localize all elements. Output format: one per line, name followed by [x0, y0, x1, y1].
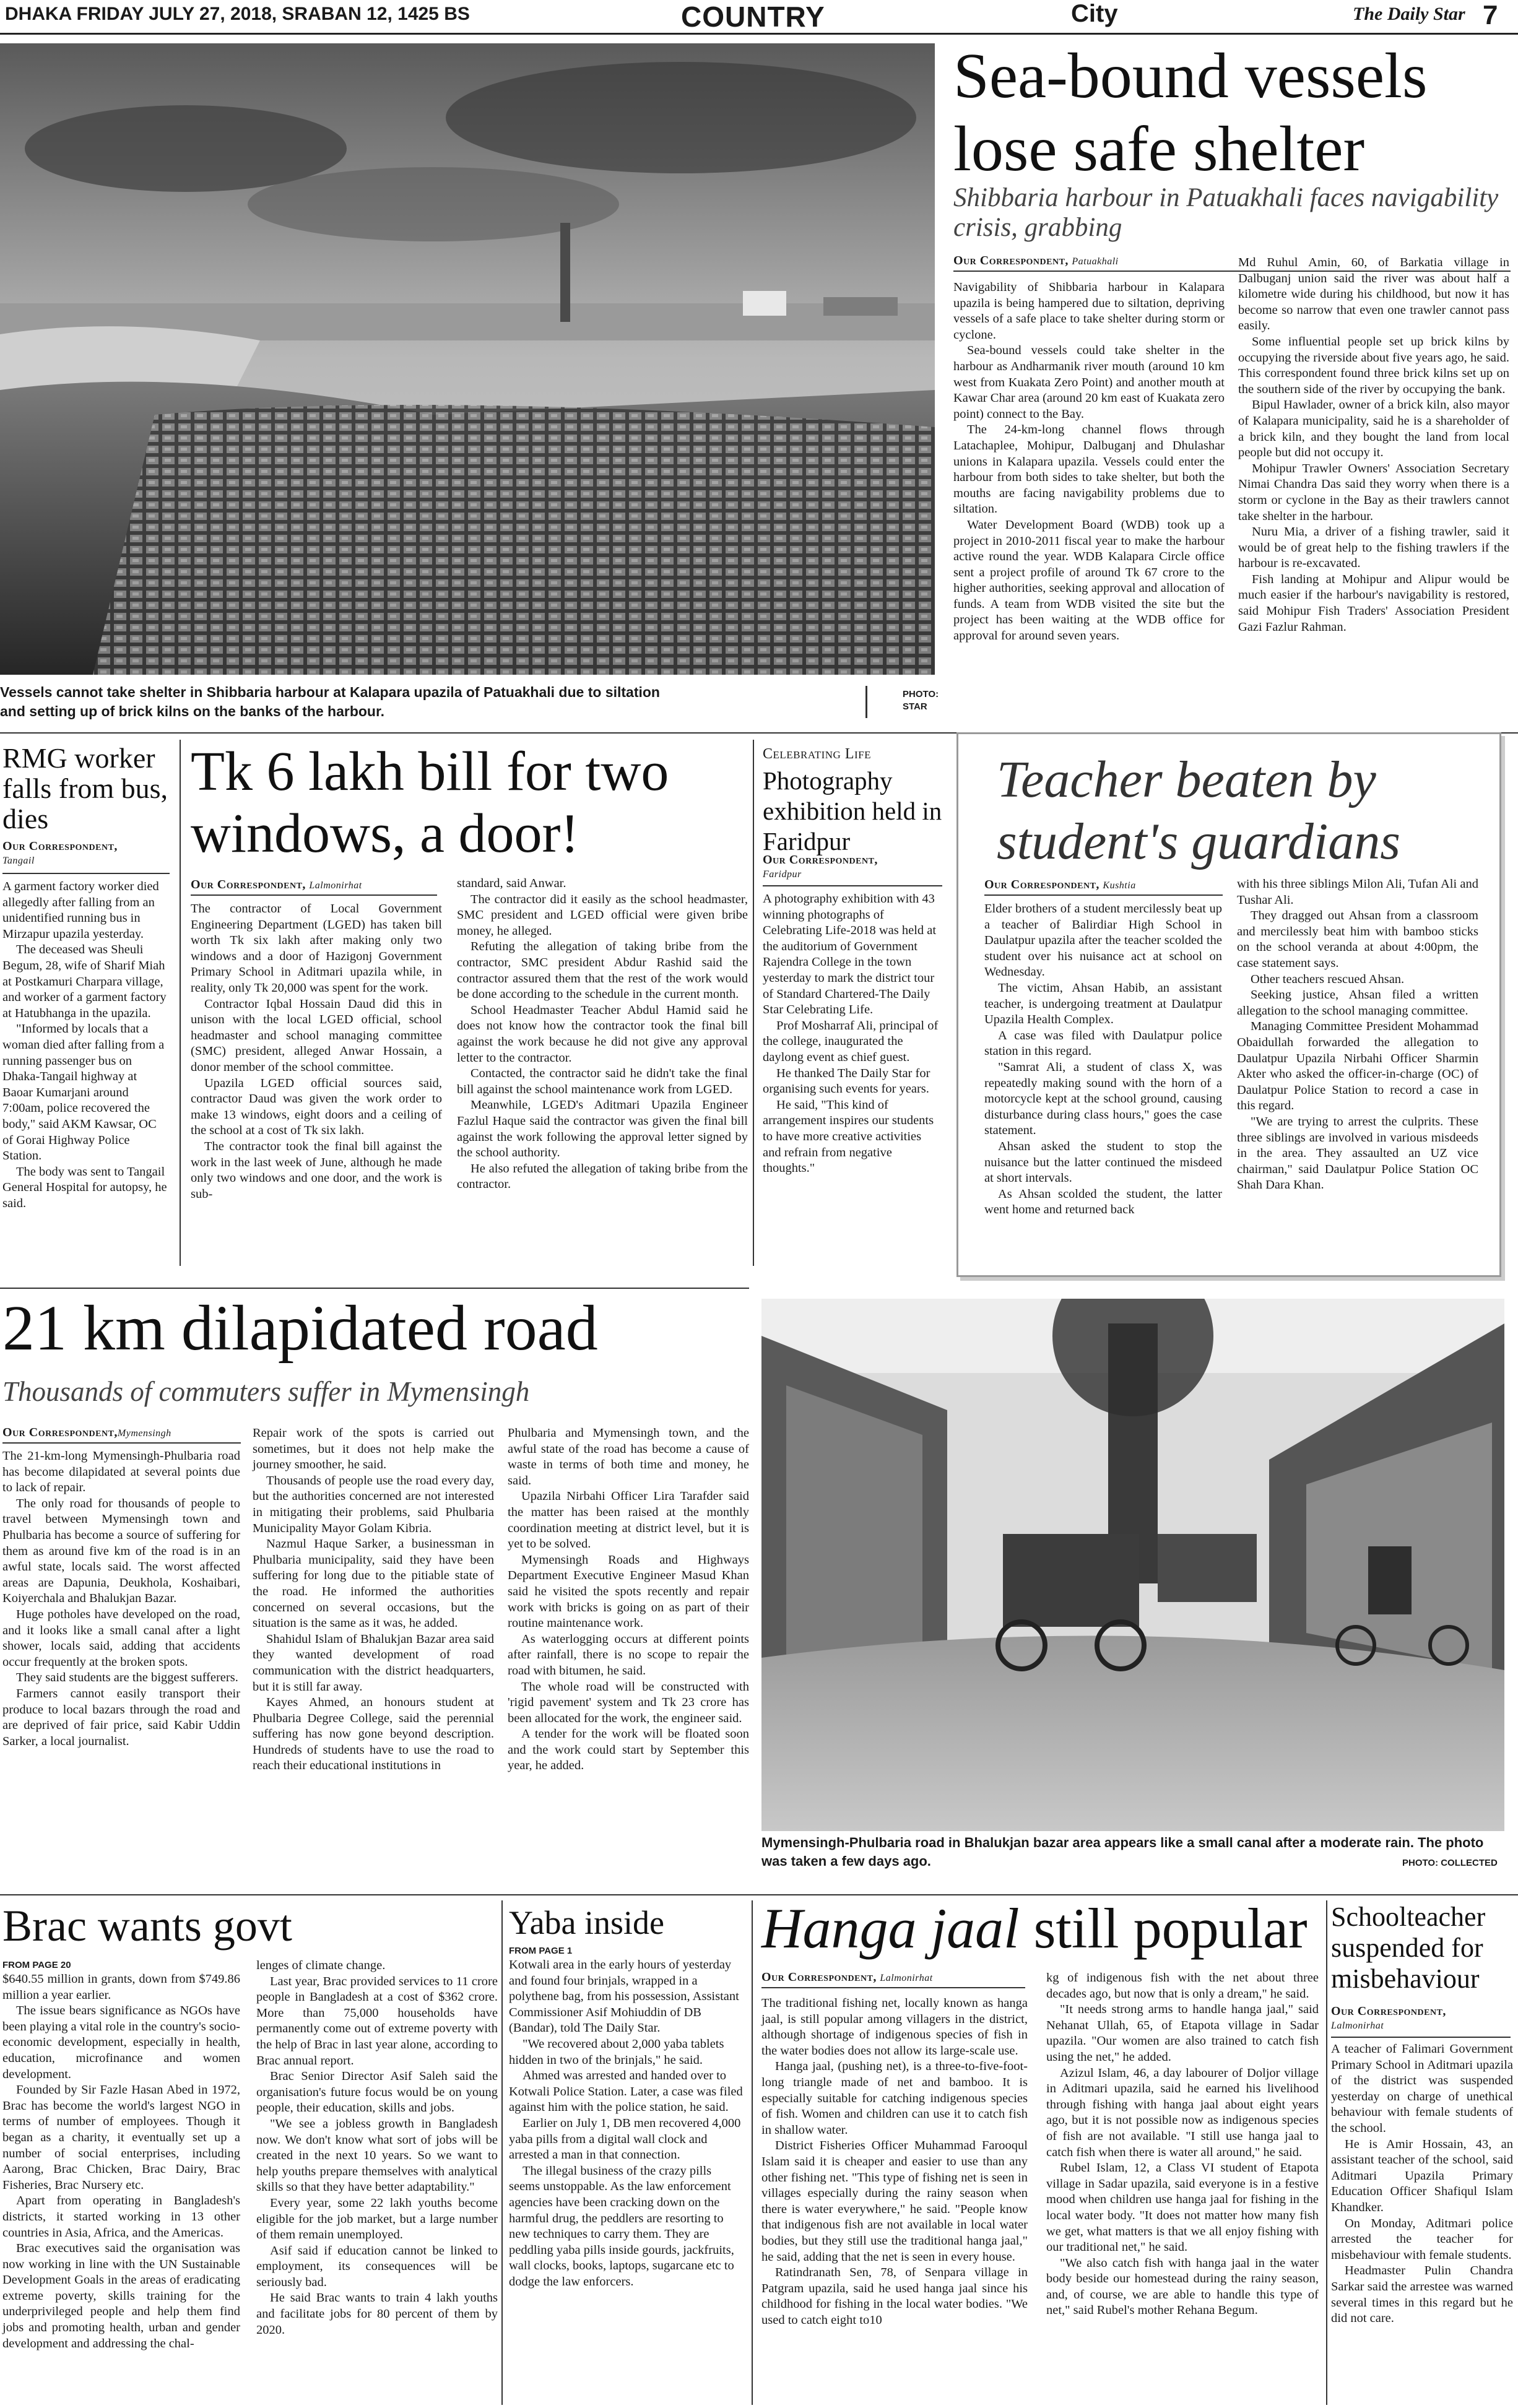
paragraph: "We recovered about 2,000 yaba tablets hidden in two of the brinjals," he said. [509, 2037, 724, 2067]
paragraph: As waterlogging occurs at different points after rainfall, there is no scope to repair the road with bitumen, he said. [508, 1632, 749, 1678]
paragraph: Ratindranath Sen, 78, of Senpara village in Patgram upazila, said he used hanga jaal since his childhood for fishing in the local water bodies. "We used to catch eight to10 [761, 2266, 1028, 2327]
byline-text: Our Correspondent, [953, 254, 1069, 267]
byline-text: Our Correspondent, [191, 878, 306, 891]
yaba-from-page: FROM PAGE 1 [509, 1946, 573, 1956]
paragraph: A case was filed with Daulatpur police station in this regard. [984, 1028, 1222, 1059]
paragraph: Seeking justice, Ahsan filed a written allegation to the school managing committee. [1237, 988, 1478, 1018]
paragraph: Upazila LGED official sources said, contractor Daud was given the work order to make 13 windows, eight doors and a ceiling of the school at a cost of Tk six lakh. [191, 1076, 442, 1138]
paragraph: Thousands of people use the road every day, but the authorities concerned are not interested in mitigating their problems, said Phulbaria Municipality Mayor Golam Kibria. [253, 1473, 494, 1535]
paragraph: School Headmaster Teacher Abdul Hamid said he does not know how the contractor took the final bill against the work because he did not give any approval letter to the contractor. [457, 1003, 748, 1065]
newspaper-logo: The Daily Star [1353, 4, 1465, 24]
paragraph: He thanked The Daily Star for organising such events for years. [763, 1066, 930, 1096]
brac-column-2 [256, 1958, 498, 2338]
paragraph: Azizul Islam, 46, a day labourer of Doljor village in Aditmari upazila, said he earned his livelihood through fishing with hanga jaal about eight years ago, but it is not possible now as indigenous species of fish are not available. "I still use hanga jaal to catch fish when there is water all around," he said. [1046, 2066, 1319, 2159]
section-divider [0, 1288, 749, 1289]
school-byline [1331, 2004, 1511, 2033]
photoexh-body [763, 891, 940, 1177]
paragraph: Ahmed was arrested and handed over to Kotwali Police Station. Later, a case was filed against him with the police station, he said. [509, 2069, 743, 2115]
paragraph: The whole road will be constructed with 'rigid pavement' system and Tk 23 crore has been allocated for the work, the engineer said. [508, 1679, 749, 1725]
paragraph: The contractor of Local Government Engineering Department (LGED) has taken bill worth Tk six lakh after making only two windows and a door of Hazigonj Government Primary School in Aditmari upazila while, in reality, only Tk 20,000 was spent for the work. [191, 902, 442, 995]
paragraph: standard, said Anwar. [457, 877, 566, 890]
paragraph: Fish landing at Mohipur and Alipur would be much easier if the harbour's navigability is restored, said Mohipur Fish Traders' Association President Gazi Fazlur Rahman. [1238, 572, 1509, 634]
paragraph: The only road for thousands of people to travel between Mymensingh town and Phulbaria has become a source of suffering for them as around five km of the road is in an awful state, locals said. The worst affected areas are Dapunia, Deukhola, Koshaibari, Koiyerchala and Bhalukjan Bazar. [2, 1496, 240, 1606]
paragraph: Contractor Iqbal Hossain Daud did this in unison with the local LGED official, school headmaster and school managing committee (SMC) president, alleged Anwar Hossain, a donor member of the school committee. [191, 997, 442, 1074]
paragraph: A tender for the work will be floated soon and the work could start by September this year, he added. [508, 1727, 749, 1773]
tk6-column-1 [191, 901, 442, 1202]
shibbaria-column-2 [1238, 255, 1509, 635]
paragraph: Prof Mosharraf Ali, principal of the college, inaugurated the daylong event as chief guest. [763, 1018, 939, 1064]
credit-source: STAR [903, 701, 927, 712]
paragraph: Nuru Mia, a driver of a fishing trawler, said it would be of great help to the fishing trawlers if the harbour is re-excavated. [1238, 525, 1509, 571]
paragraph: Bipul Hawlader, owner of a brick kiln, also mayor of Kalapara municipality, said he is a shareholder of a brick kiln, and they bought the land from local people but did not occupy it. [1238, 398, 1509, 460]
column-divider [501, 1900, 503, 2405]
byline-text: Our Correspondent, [984, 878, 1099, 891]
paragraph: Other teachers rescued Ahsan. [1251, 972, 1405, 986]
brac-from-page: FROM PAGE 20 [2, 1960, 71, 1970]
byline-rule [763, 885, 942, 886]
hanga-headline-italic: Hanga jaal [761, 1897, 1020, 1960]
page-number: 7 [1483, 0, 1498, 30]
paragraph: A photography exhibition with 43 winning photographs of Celebrating Life-2018 was held at the auditorium of Government Rajendra College in the town yesterday to mark the district tour of Standard Chartered-The Daily Star Celebrating Life. [763, 892, 937, 1017]
school-headline: Schoolteacher suspended for misbehaviour [1331, 1902, 1486, 1994]
column-divider [752, 1900, 753, 2405]
byline-text: Our Correspondent, [2, 1426, 118, 1439]
hanga-column-2 [1046, 1970, 1319, 2319]
brac-column-1 [2, 1972, 240, 2352]
flooded-road-photo [761, 1299, 1504, 1831]
dateline: Lalmonirhat [880, 1973, 933, 1983]
paragraph: Mymensingh Roads and Highways Department Executive Engineer Masud Khan said he visited the spots recently and repair work with bricks is going on as part of their routine maintenance work. [508, 1553, 749, 1631]
hanga-byline [761, 1970, 933, 1985]
caption-divider [865, 686, 867, 718]
paragraph: Earlier on July 1, DB men recovered 4,000 yaba pills from a digital wall clock and arrested a man in that connection. [509, 2116, 741, 2162]
dateline: Patuakhali [1072, 256, 1119, 267]
paragraph: He is Amir Hossain, 43, an assistant teacher of the school, said Aditmari Upazila Primary Education Officer Shafiqul Islam Khandker. [1331, 2137, 1513, 2214]
paragraph: Shahidul Islam of Bhalukjan Bazar area said they wanted development of road communication with the district headquarters, but it is still far away. [253, 1632, 494, 1694]
road-column-2 [253, 1426, 494, 1774]
paragraph: Huge potholes have developed on the road, and it looks like a small canal after a light shower, locals said, adding that accidents occur frequently at the broken spots. [2, 1607, 240, 1669]
dateline: Lalmonirhat [309, 880, 362, 891]
paragraph: Apart from operating in Bangladesh's districts, it started working in 13 other countries in Asia, Africa, and the Americas. [2, 2194, 240, 2240]
paragraph: lenges of climate change. [256, 1959, 386, 1972]
road-subhead: Thousands of commuters suffer in Mymensingh [2, 1376, 530, 1407]
teacher-byline [984, 878, 1136, 892]
yaba-headline: Yaba inside [509, 1904, 665, 1941]
byline-rule [2, 1442, 241, 1444]
yaba-body [509, 1957, 744, 2290]
paragraph: The issue bears significance as NGOs have been playing a vital role in the country's socio-economic development, especially in health, education, microfinance and women development. [2, 2004, 240, 2081]
paragraph: Repair work of the spots is carried out sometimes, but it does not help make the journey smoother, he said. [253, 1426, 494, 1472]
dateline: Kushtia [1103, 880, 1136, 891]
road-photo-caption: Mymensingh-Phulbaria road in Bhalukjan bazar area appears like a small canal after a moderate rain. The photo was taken a few days ago. [761, 1835, 1484, 1869]
paragraph: "We see a jobless growth in Bangladesh now. We don't know what sort of jobs will be created in the next 10 years. So we want to help youths prepare themselves with analytical skills so that they have better adaptability." [256, 2116, 498, 2194]
harbour-photo-graphic [0, 43, 935, 675]
byline-rule [761, 1987, 1025, 1988]
paragraph: "We also catch fish with hanga jaal in the water body beside our homestead during the rainy season, and, of course, we are able to handle this type of net," said Rubel's mother Rehana Begum. [1046, 2256, 1319, 2318]
paragraph: Farmers cannot easily transport their produce to local bazars through the road and are deprived of fair price, said Kabir Uddin Sarker, a local journalist. [2, 1686, 240, 1748]
paragraph: "We are trying to arrest the culprits. These three siblings are involved in various misdeeds in the area. They assaulted an UZ vice chairman," said Daulatpur Police Station OC Shah Dara Khan. [1237, 1114, 1478, 1192]
column-divider [180, 740, 181, 1266]
paragraph: Upazila Nirbahi Officer Lira Tarafder said the matter has been raised at the monthly coordination meeting at district level, but it is yet to be solved. [508, 1489, 749, 1551]
tk6-headline: Tk 6 lakh bill for two windows, a door! [191, 741, 669, 864]
paragraph: The illegal business of the crazy pills seems unstoppable. As the law enforcement agencies have been cracking down on the harmful drug, the peddlers are resorting to new techniques to carry them. They are peddling yaba pills inside gourds, jackfruits, wall clocks, books, laptops, sugarcane etc to dodge the law enforcers. [509, 2163, 734, 2289]
photoexh-byline [763, 853, 878, 881]
photoexh-headline: Photography exhibition held in Faridpur [763, 766, 942, 855]
shibbaria-column-1 [953, 280, 1225, 644]
school-body [1331, 2042, 1513, 2327]
teacher-headline: Teacher beaten by student's guardians [997, 751, 1400, 870]
paragraph: The 24-km-long channel flows through Latachaplee, Mohipur, Dalbuganj and Dhulashar unions in Kalapara upazila. Vessels could enter the harbour from both sides to take shelter, but both the mouths are facing navigability problems due to siltation. [953, 423, 1225, 516]
paragraph: Sea-bound vessels could take shelter in the harbour as Andharmanik river mouth (around 10 km west from Kuakata Zero Point) and another mouth at Kawar Char area (around 20 km east of Kuakata zero point) connect to the Bay. [953, 344, 1225, 421]
paragraph: The victim, Ahsan Habib, an assistant teacher, is undergoing treatment at Daulatpur Upazila Health Complex. [984, 981, 1222, 1027]
paragraph: Brac executives said the organisation was now working in line with the UN Sustainable Development Goals in the areas of eradicating extreme poverty, skills training for the underprivileged people and help them find jobs and promoting health, urban and gender development and addressing the chal- [2, 2241, 240, 2350]
shibbaria-photo-caption: Vessels cannot take shelter in Shibbaria harbour at Kalapara upazila of Patuakhali due to siltation and setting up of brick kilns on the banks of the harbour. [0, 684, 660, 719]
paragraph: "Informed by locals that a woman died after falling from a running passenger bus on Dhaka-Tangail highway at Baoar Kumarjani around 7:00am, police recovered the body," said AKM Kawsar, OC of Gorai Highway Police Station. [2, 1022, 165, 1163]
road-byline [2, 1426, 171, 1440]
tk6-column-2 [457, 876, 748, 1193]
paragraph: The contractor took the final bill against the work in the last week of June, although he made only two windows and one door, and the work is sub- [191, 1139, 442, 1201]
credit-label: PHOTO: [903, 689, 939, 699]
paragraph: He said Brac wants to train 4 lakh youths and facilitate jobs for 80 percent of them by 2020. [256, 2291, 498, 2337]
masthead [0, 0, 1518, 35]
paragraph: Contacted, the contractor said he didn't take the final bill against the school maintenance work from LGED. [457, 1067, 748, 1096]
paragraph: Mohipur Trawler Owners' Association Secretary Nimai Chandra Das said they worry when there is a storm or cyclone in the Bay as their trawlers cannot take shelter in the harbour. [1238, 461, 1509, 523]
paragraph: Last year, Brac provided services to 11 crore people in Bangladesh at a cost of $362 crore. More than 75,000 households have permanently come out of extreme poverty with the help of Brac in last year alone, according to Brac annual report. [256, 1974, 498, 2068]
sub-section-title: City [1071, 0, 1118, 27]
rmg-byline [2, 839, 170, 868]
brac-headline: Brac wants govt [2, 1901, 292, 1951]
road-photo-credit: PHOTO: COLLECTED [1402, 1858, 1498, 1868]
shibbaria-byline [953, 254, 1119, 268]
rmg-body [2, 879, 170, 1211]
paragraph: Kotwali area in the early hours of yesterday and found four brinjals, wrapped in a polythene bag, from his possession, Assistant Commissioner Asif Mohiuddin of DB (Bandar), told The Daily Star. [509, 1958, 739, 2035]
paragraph: Elder brothers of a student mercilessly beat up a teacher of Balirdiar High School in Daulatpur upazila after the teacher scolded the student over his nuisance act at school on Wednesday. [984, 902, 1222, 979]
paragraph: The 21-km-long Mymensingh-Phulbaria road has become dilapidated at several points due to lack of repair. [2, 1449, 240, 1495]
road-photo-graphic [761, 1299, 1504, 1831]
paragraph: On Monday, Aditmari police arrested the teacher for misbehaviour with female students. [1331, 2216, 1513, 2262]
byline-text: Our Correspondent, [1331, 2004, 1446, 2018]
paragraph: As Ahsan scolded the student, the latter went home and returned back [984, 1187, 1222, 1217]
hanga-headline-rest: still popular [1019, 1897, 1308, 1960]
paragraph: Meanwhile, LGED's Aditmari Upazila Engineer Fazlul Haque said the contractor was given the final bill against the work following the approval letter signed by the school authority. [457, 1098, 748, 1160]
paragraph: A garment factory worker died allegedly after falling from an unidentified running bus in Mirzapur upazila yesterday. [2, 880, 159, 941]
paragraph: Brac Senior Director Asif Saleh said the organisation's future focus would be on young people, their education, skills and jobs. [256, 2069, 498, 2115]
road-column-1 [2, 1449, 240, 1749]
paragraph: kg of indigenous fish with the net about three decades ago, but now that is only a dream," he said. [1046, 1971, 1319, 2001]
paragraph: Founded by Sir Fazle Hasan Abed in 1972, Brac has become the world's largest NGO in terms of number of employees. Though it began as a charity, it eventually set up a number of social enterprises, including Aarong, Brac Chicken, Brac Dairy, Brac Fisheries, Brac Nursery etc. [2, 2083, 240, 2192]
column-divider [1326, 1900, 1327, 2405]
teacher-column-2 [1237, 877, 1478, 1193]
paragraph: The body was sent to Tangail General Hospital for autopsy, he said. [2, 1164, 167, 1210]
road-column-3 [508, 1426, 749, 1774]
photoexh-kicker: Celebrating Life [763, 746, 871, 762]
paragraph: He also refuted the allegation of taking bribe from the contractor. [457, 1161, 748, 1192]
paragraph: Some influential people set up brick kilns by occupying the riverside about five years ago, he said. This correspondent found three brick kilns set up on the southern side of the river by occupying the bank. [1238, 334, 1509, 396]
paragraph: Headmaster Pulin Chandra Sarkar said the arrestee was warned several times in this regard but he did not care. [1331, 2264, 1513, 2326]
byline-rule [2, 873, 170, 874]
paragraph: They dragged out Ahsan from a classroom and mercilessly beat him with bamboo sticks on the school veranda at about 4:00pm, the case statement says. [1237, 909, 1478, 970]
paragraph: Ahsan asked the student to stop the nuisance but the latter continued the misdeed at short intervals. [984, 1139, 1222, 1185]
dateline: Lalmonirhat [1331, 2020, 1384, 2031]
column-divider [753, 740, 754, 1266]
paragraph: Asif said if education cannot be linked to employment, its consequences will be seriously bad. [256, 2243, 498, 2289]
paragraph: The contractor did it easily as the school headmaster, SMC president and LGED official were given bribe money, he alleged. [457, 892, 748, 938]
paragraph: Refuting the allegation of taking bribe from the contractor, SMC president Abdur Rashid said the contractor assured them that the rest of the work would be done according to the schedule in the current month. [457, 940, 748, 1002]
paragraph: Rubel Islam, 12, a Class VI student of Etapota village in Sadar upazila, said everyone is in a festive mood when children use hanga jaal for fishing in the local water body. "It does not matter how many fish we get, what matters is that we all enjoy fishing with our traditional net," he said. [1046, 2161, 1319, 2254]
paragraph: Kayes Ahmed, an honours student at Phulbaria Degree College, said the perennial suffering has now gone beyond description. Hundreds of students have to use the road to reach their educational institutions in [253, 1696, 494, 1773]
paragraph: The traditional fishing net, locally known as hanga jaal, is still popular among villagers in the district, although shortage of indigenous species of fish in the water bodies does not allow its large-scale use. [761, 1996, 1028, 2058]
paragraph: "It needs strong arms to handle hanga jaal," said Nehanat Ullah, 65, of Etapota village in Sadar upazila. "Our women are also trained to catch fish using the net," he added. [1046, 2003, 1319, 2064]
paragraph: He said, "This kind of arrangement inspires our students to have more creative activities and refrain from negative thoughts." [763, 1098, 934, 1176]
shibbaria-headline: Sea-bound vessels lose safe shelter [953, 40, 1428, 184]
paragraph: They said students are the biggest sufferers. [16, 1671, 238, 1685]
tk6-byline [191, 878, 362, 892]
paragraph: Managing Committee President Mohammad Obaidullah forwarded the allegation to Daulatpur Upazila Nirbahi Officer Sharmin Akter who asked the officer-in-charge (OC) of Daulatpur Police Station to record a case in this regard. [1237, 1020, 1478, 1113]
rmg-headline: RMG worker falls from bus, dies [2, 742, 168, 834]
road-headline: 21 km dilapidated road [2, 1293, 598, 1364]
shibbaria-photo-credit [903, 688, 939, 713]
paragraph: Md Ruhul Amin, 60, of Barkatia village in Dalbuganj union said the river was about half a kilometre wide during his childhood, but now it has become so narrow that even one trawler cannot pass easily. [1238, 256, 1509, 333]
section-divider [0, 1894, 1518, 1895]
byline-text: Our Correspondent, [761, 1970, 877, 1984]
paragraph: Water Development Board (WDB) took up a project in 2010-2011 fiscal year to make the harbour active round the year. WDB Kalapara Circle office sent a project profile of around Tk 67 crore to the higher authorities, seeking approval and allocation of funds. A team from WDB visited the site but the project has been waiting at the WDB office for approval for around seven years. [953, 518, 1225, 643]
byline-rule [984, 894, 1223, 896]
paragraph: Hanga jaal, (pushing net), is a three-to-five-foot-long triangle made of net and bamboo. It is especially suitable for catching indigenous species of fish. Women and children can use it to catch fish in shallow water. [761, 2059, 1028, 2137]
byline-text: Our Correspondent, [2, 839, 118, 853]
dateline: Mymensingh [117, 1428, 171, 1439]
byline-rule [191, 894, 437, 896]
paragraph: Every year, some 22 lakh youths become eligible for the job market, but a large number of them remain unemployed. [256, 2196, 498, 2242]
byline-rule [1331, 2037, 1511, 2038]
byline-text: Our Correspondent, [763, 853, 878, 867]
paragraph: Navigability of Shibbaria harbour in Kalapara upazila is being hampered due to siltation, depriving vessels of a safe place to take shelter during storm or cyclone. [953, 280, 1225, 342]
paragraph: Phulbaria and Mymensingh town, and the awful state of the road has become a cause of waste in terms of both time and money, he said. [508, 1426, 749, 1488]
hanga-column-1 [761, 1996, 1028, 2328]
dateline: Tangail [2, 855, 35, 866]
paragraph: $640.55 million in grants, down from $749.86 million a year earlier. [2, 1972, 240, 2002]
paragraph: with his three siblings Milon Ali, Tufan Ali and Tushar Ali. [1237, 877, 1478, 907]
paragraph: Nazmul Haque Sarker, a businessman in Phulbaria municipality, said they have been suffering for long due to the pitiable state of the road. He informed the authorities concerned on several occasions, but the situation is the same as it was, he added. [253, 1537, 494, 1631]
dateline: Faridpur [763, 869, 802, 880]
section-title: COUNTRY [681, 1, 825, 33]
paragraph: A teacher of Falimari Government Primary School in Aditmari upazila of the district was suspended yesterday on charge of unethical behaviour with female students of the school. [1331, 2042, 1513, 2135]
shibbaria-subhead: Shibbaria harbour in Patuakhali faces navigability crisis, grabbing [953, 183, 1499, 242]
hanga-headline [761, 1896, 1331, 1960]
shibbaria-harbour-photo [0, 43, 935, 675]
issue-date: DHAKA FRIDAY JULY 27, 2018, SRABAN 12, 1425 BS [5, 4, 470, 24]
paragraph: The deceased was Sheuli Begum, 28, wife of Sharif Miah at Postkamuri Charpara village, and worker of a garment factory at Hatubhanga in the upazila. [2, 943, 167, 1020]
teacher-column-1 [984, 901, 1222, 1218]
paragraph: "Samrat Ali, a student of class X, was repeatedly making sound with the horn of a motorcycle kept at the school ground, causing disturbance during class hours," goes the case statement. [984, 1060, 1222, 1138]
paragraph: District Fisheries Officer Muhammad Farooqul Islam said it is cheaper and easier to use than any other fishing net. "This type of fishing net is seen in villages especially during the rainy season when there is water everywhere," he said. "People know that indigenous fish are not available in local water bodies, but they still use the traditional hanga jaal," he said, adding that the net is seen in every house. [761, 2139, 1028, 2264]
